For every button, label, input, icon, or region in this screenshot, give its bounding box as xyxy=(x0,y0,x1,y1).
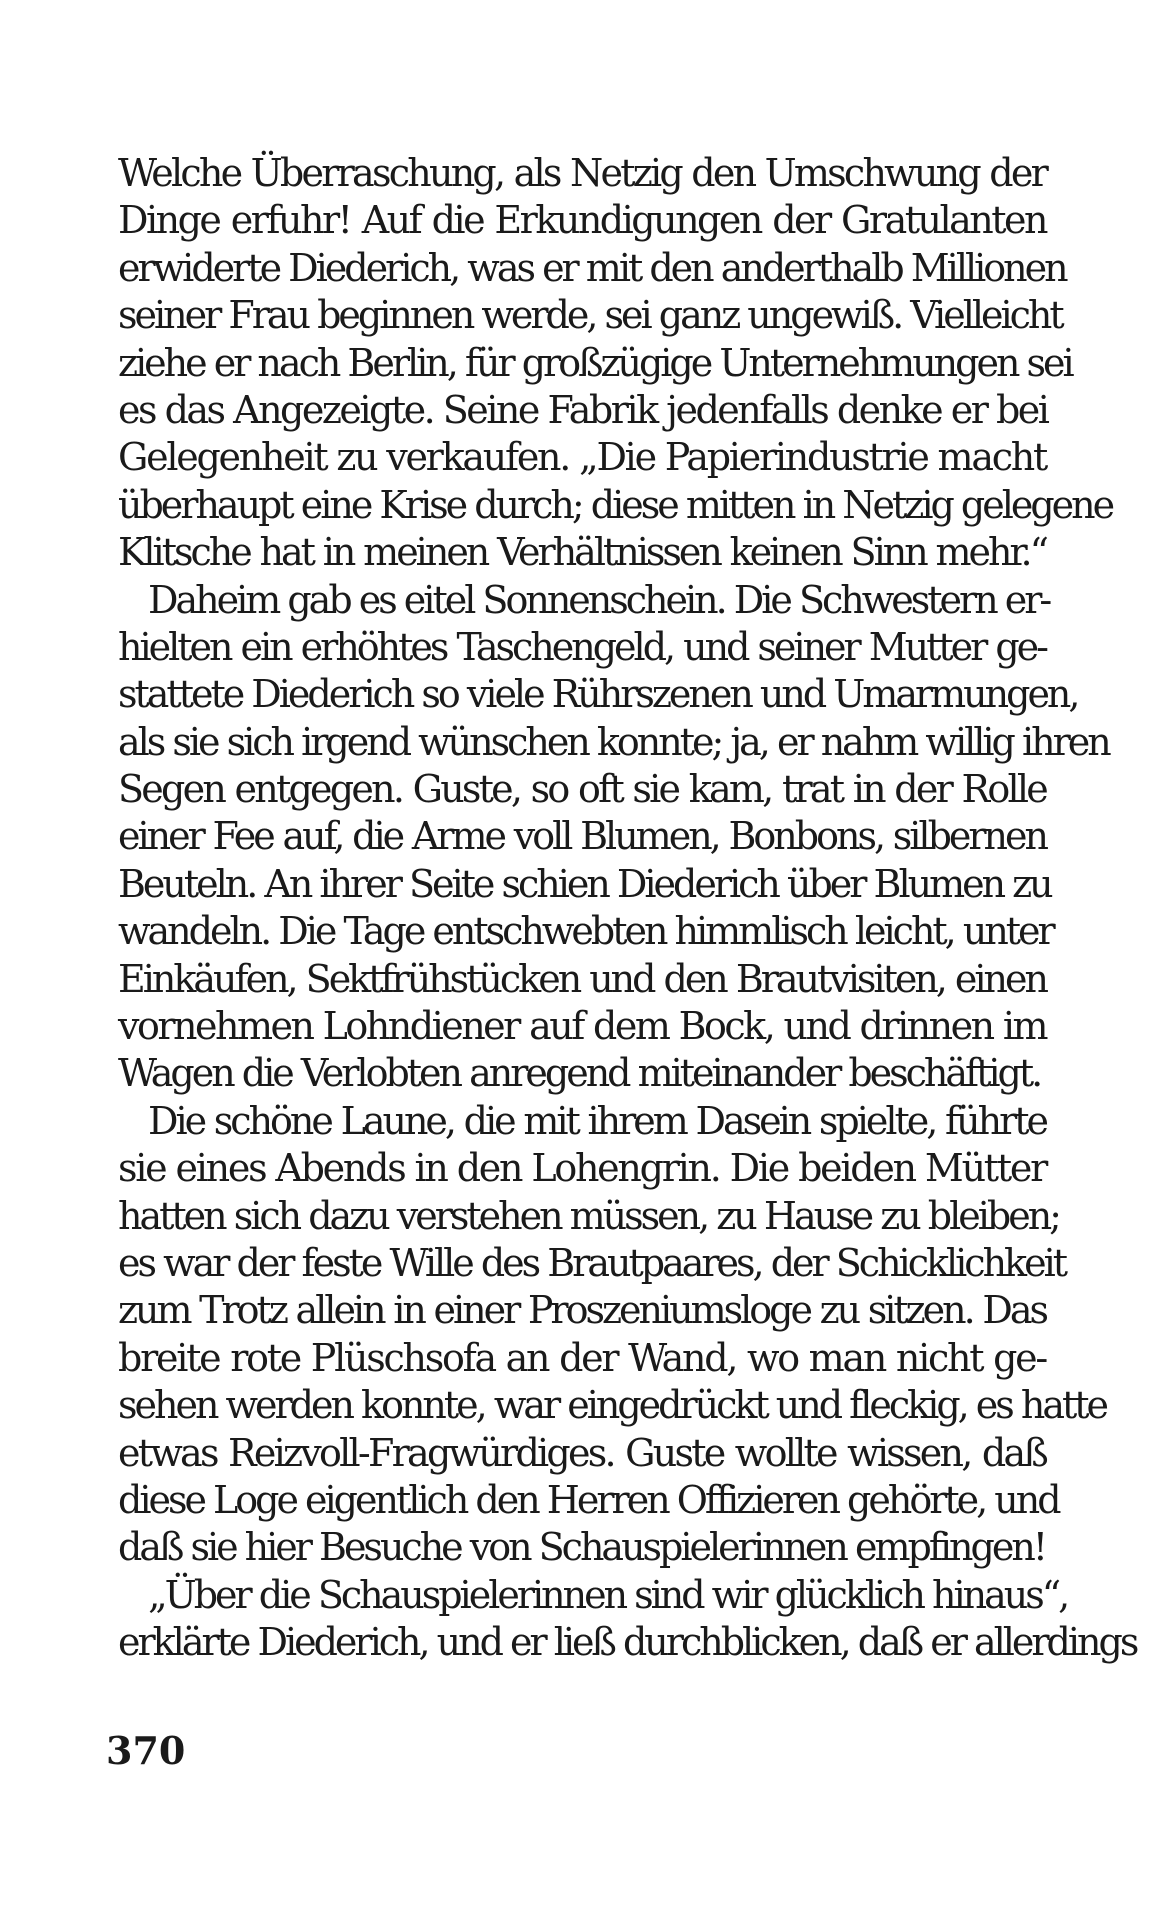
paragraph-2 xyxy=(118,577,1109,1098)
text-line: es das Angezeigte. Seine Fabrik jedenfalls denke er bei xyxy=(118,387,1048,432)
text-line: Einkäufen, Sektfrühstücken und den Brautvisiten, einen xyxy=(118,956,1046,1001)
text-line: Gelegenheit zu verkaufen. „Die Papierindustrie macht xyxy=(118,435,1046,480)
text-line: erwiderte Diederich, was er mit den anderthalb Millionen xyxy=(118,245,1066,290)
text-line: breite rote Plüschsofa an der Wand, wo man nicht ge- xyxy=(118,1335,1046,1380)
text-line: erklärte Diederich, und er ließ durchblicken, daß er allerdings xyxy=(118,1620,1137,1665)
text-line: etwas Reizvoll-Fragwürdiges. Guste wollte wissen, daß xyxy=(118,1430,1046,1475)
text-line: Daheim gab es eitel Sonnenschein. Die Schwestern er- xyxy=(148,577,1050,622)
text-line: „Über die Schauspielerinnen sind wir glücklich hinaus“, xyxy=(148,1572,1068,1617)
text-line: daß sie hier Besuche von Schauspielerinnen empfingen! xyxy=(118,1525,1046,1570)
text-line: Klitsche hat in meinen Verhältnissen keinen Sinn mehr.“ xyxy=(118,530,1046,575)
text-line: hatten sich dazu verstehen müssen, zu Hause zu bleiben; xyxy=(118,1193,1059,1238)
text-line: Die schöne Laune, die mit ihrem Dasein spielte, führte xyxy=(148,1098,1046,1143)
text-line: zum Trotz allein in einer Proszeniumsloge zu sitzen. Das xyxy=(118,1288,1046,1333)
page-number: 370 xyxy=(106,1728,186,1773)
paragraph-3 xyxy=(118,1098,1107,1572)
text-line: überhaupt eine Krise durch; diese mitten in Netzig gelegene xyxy=(118,482,1113,527)
text-line: Dinge erfuhr! Auf die Erkundigungen der Gratulanten xyxy=(118,198,1046,243)
text-line: ziehe er nach Berlin, für großzügige Unternehmungen sei xyxy=(118,340,1072,385)
body-text xyxy=(118,150,1137,1667)
text-line: wandeln. Die Tage entschwebten himmlisch leicht, unter xyxy=(118,909,1053,954)
text-line: diese Loge eigentlich den Herren Offizieren gehörte, und xyxy=(118,1477,1059,1522)
text-line: Wagen die Verlobten anregend miteinander beschäftigt. xyxy=(118,1051,1041,1096)
text-line: Segen entgegen. Guste, so oft sie kam, trat in der Rolle xyxy=(118,767,1046,812)
text-line: als sie sich irgend wünschen konnte; ja, er nahm willig ihren xyxy=(118,719,1109,764)
paragraph-4 xyxy=(118,1572,1137,1667)
text-line: seiner Frau beginnen werde, sei ganz ungewiß. Vielleicht xyxy=(118,293,1062,338)
text-line: sie eines Abends in den Lohengrin. Die beiden Mütter xyxy=(118,1146,1046,1191)
text-line: es war der feste Wille des Brautpaares, der Schicklichkeit xyxy=(118,1240,1065,1285)
text-line: hielten ein erhöhtes Taschengeld, und seiner Mutter ge- xyxy=(118,624,1046,669)
text-line: stattete Diederich so viele Rührszenen und Umarmungen, xyxy=(118,672,1078,717)
text-line: Welche Überraschung, als Netzig den Umschwung der xyxy=(118,151,1046,195)
text-line: vornehmen Lohndiener auf dem Bock, und drinnen im xyxy=(118,1004,1046,1049)
text-line: Beuteln. An ihrer Seite schien Diederich über Blumen zu xyxy=(118,861,1051,906)
text-line: sehen werden konnte, war eingedrückt und fleckig, es hatte xyxy=(118,1383,1107,1428)
text-line: einer Fee auf, die Arme voll Blumen, Bonbons, silbernen xyxy=(118,814,1046,859)
paragraph-1 xyxy=(118,150,1113,577)
